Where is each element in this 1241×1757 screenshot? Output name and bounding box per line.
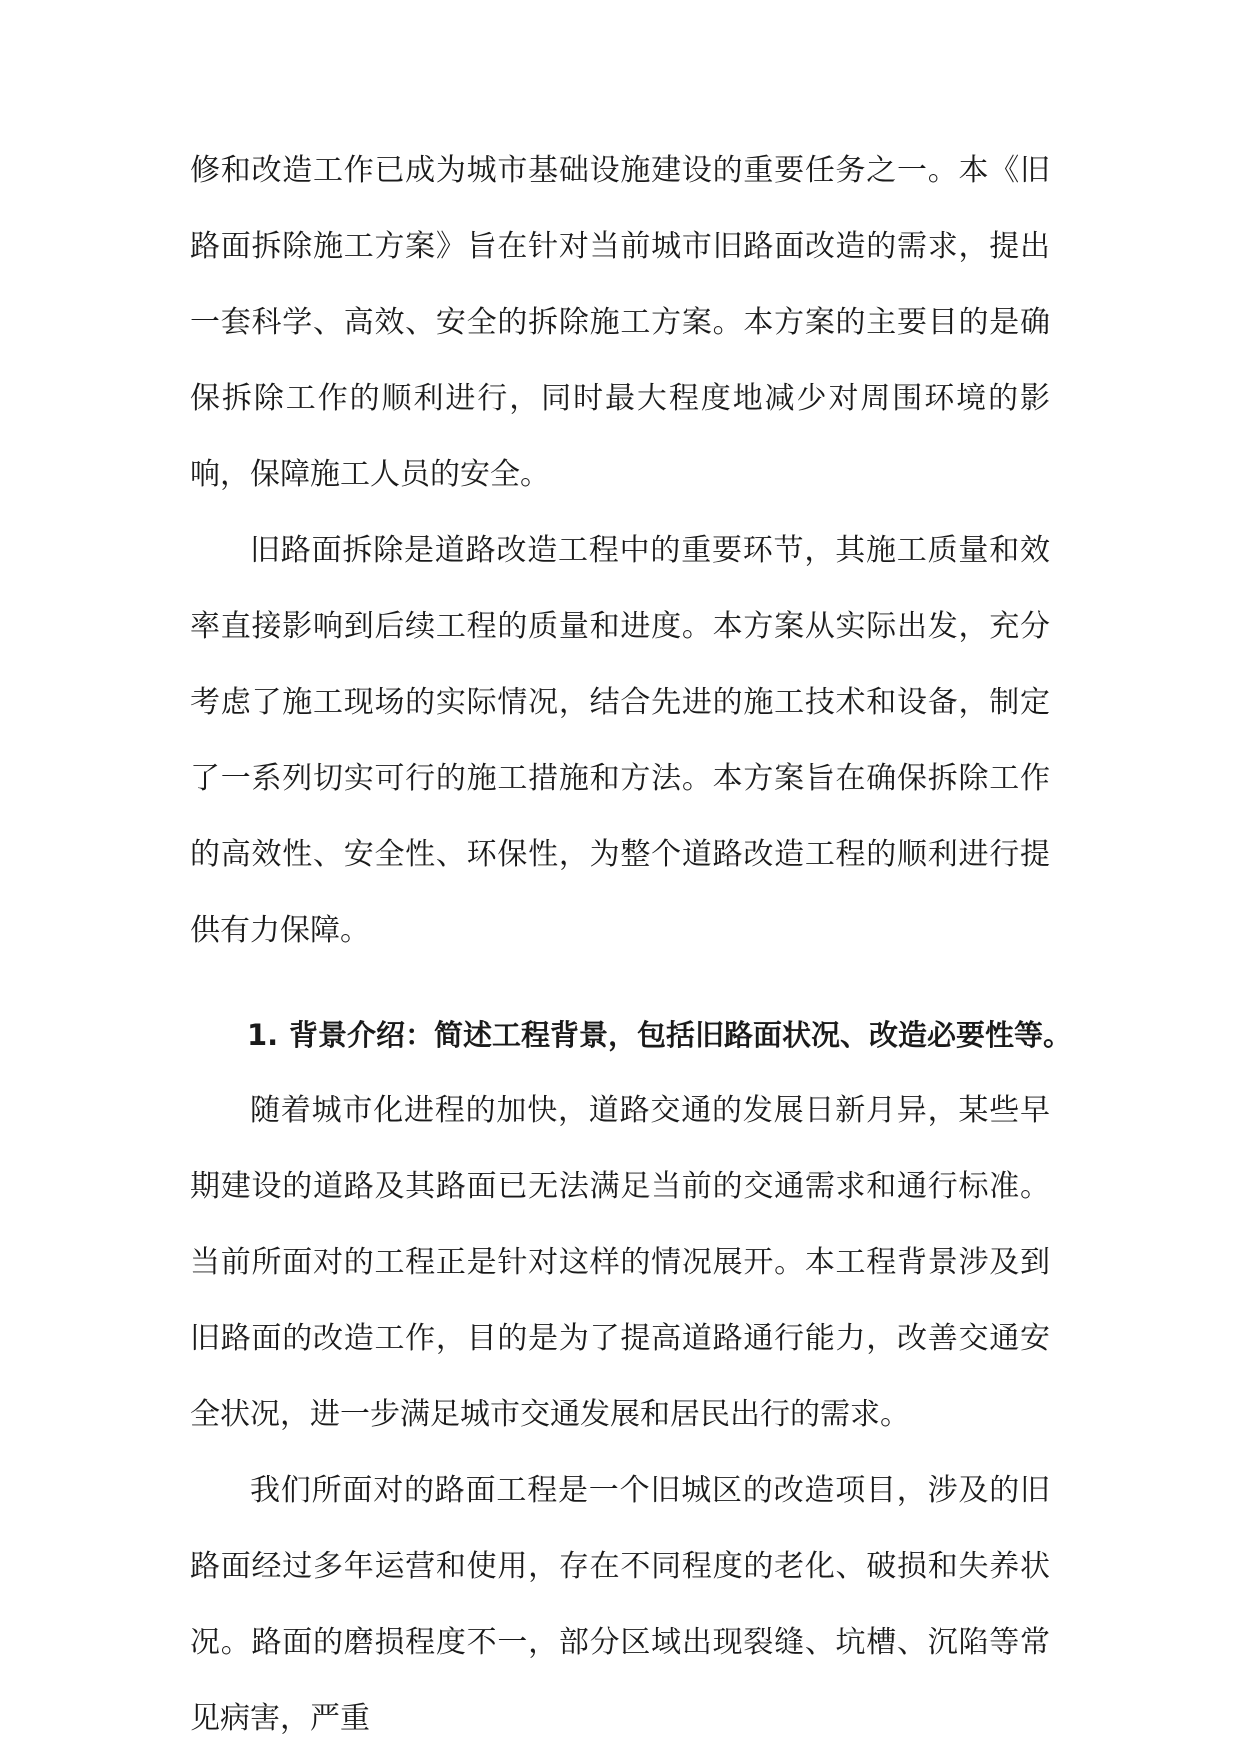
background-paragraph-1: 随着城市化进程的加快，道路交通的发展日新月异，某些早期建设的道路及其路面已无法满足当前的交通需求和通行标准。当前所面对的工程正是针对这样的情况展开。本工程背景涉及到旧路面的改造工作，目的是为了提高道路通行能力，改善交通安全状况，进一步满足城市交通发展和居民出行的需求。 [190,1093,1050,1432]
section-title: 背景介绍：简述工程背景，包括旧路面状况、改造必要性等。 [289,1018,1073,1052]
background-paragraph-2: 我们所面对的路面工程是一个旧城区的改造项目，涉及的旧路面经过多年运营和使用，存在不同程度的老化、破损和失养状况。路面的磨损程度不一，部分区域出现裂缝、坑槽、沉陷等常见病害，严重 [190,1473,1050,1736]
intro-paragraph-1: 修和改造工作已成为城市基础设施建设的重要任务之一。本《旧路面拆除施工方案》旨在针对当前城市旧路面改造的需求，提出一套科学、高效、安全的拆除施工方案。本方案的主要目的是确保拆除工作的顺利进行，同时最大程度地减少对周围环境的影响，保障施工人员的安全。 [190,153,1050,492]
intro-paragraph-2: 旧路面拆除是道路改造工程中的重要环节，其施工质量和效率直接影响到后续工程的质量和进度。本方案从实际出发，充分考虑了施工现场的实际情况，结合先进的施工技术和设备，制定了一系列切实可行的施工措施和方法。本方案旨在确保拆除工作的高效性、安全性、环保性，为整个道路改造工程的顺利进行提供有力保障。 [190,533,1050,948]
section-number: 1. [247,1018,279,1052]
document-body [190,133,1073,1757]
section-heading [190,997,1073,1073]
